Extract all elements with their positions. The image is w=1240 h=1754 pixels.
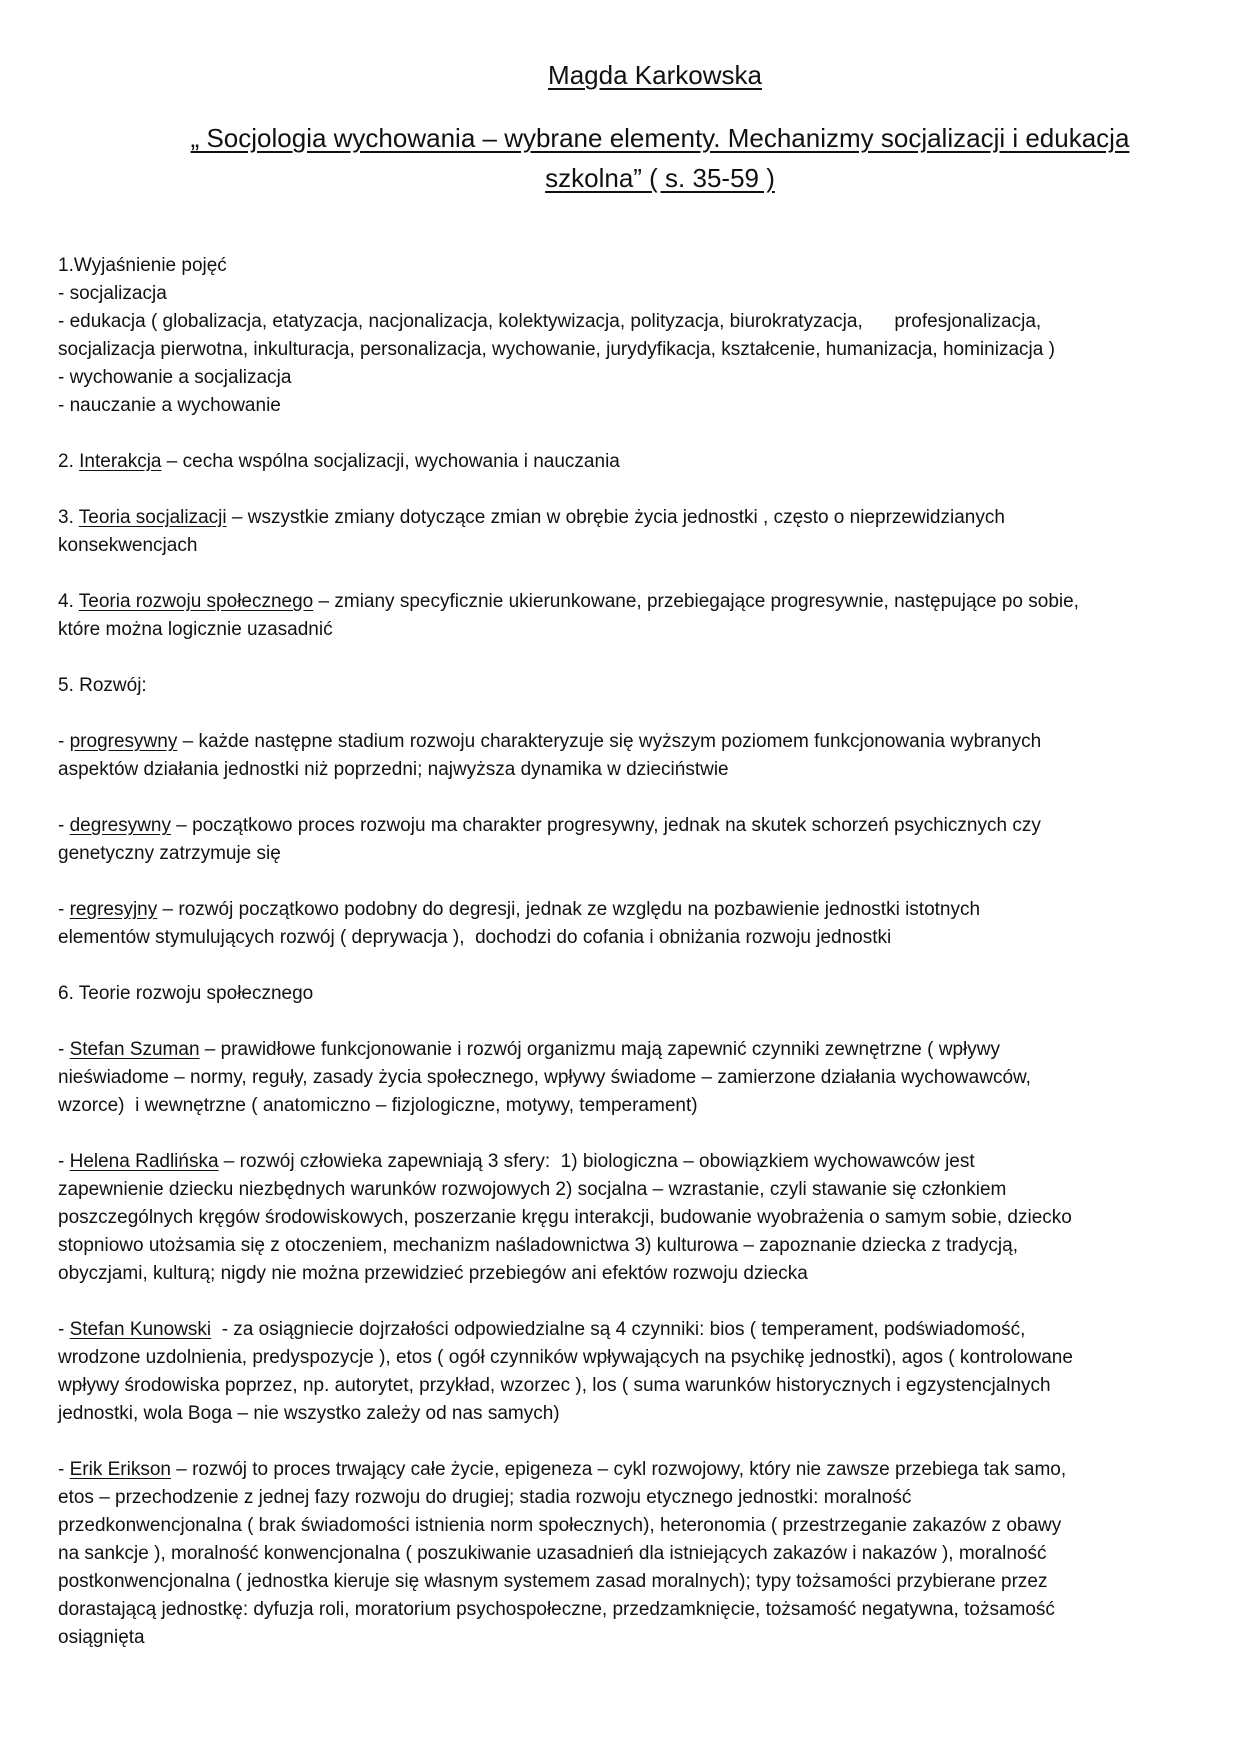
section-1-line: - nauczanie a wychowanie bbox=[58, 395, 281, 416]
theory-szuman-line: wzorce) i wewnętrzne ( anatomiczno – fizjologiczne, motywy, temperament) bbox=[58, 1095, 698, 1116]
theory-erikson: - Erik Erikson – rozwój to proces trwający całe życie, epigeneza – cykl rozwojowy, który nie zawsze przebiega tak samo, bbox=[58, 1459, 1067, 1480]
section-1-line: - socjalizacja bbox=[58, 283, 167, 304]
rozwoj-progresywny: - progresywny – każde następne stadium rozwoju charakteryzuje się wyższym poziomem funkcjonowania wybranych bbox=[58, 731, 1042, 752]
section-3: 3. Teoria socjalizacji – wszystkie zmiany dotyczące zmian w obrębie życia jednostki , często o nieprzewidzianych bbox=[58, 507, 1005, 528]
theory-erikson-line: postkonwencjonalna ( jednostka kieruje się własnym systemem zasad moralnych); typy tożsamości przybierane przez bbox=[58, 1571, 1048, 1592]
theory-kunowski-line: wrodzone uzdolnienia, predyspozycje ), etos ( ogół czynników wpływających na psychikę jednostki), agos ( kontrolowane bbox=[58, 1347, 1073, 1368]
term-helena-radlinska: Helena Radlińska bbox=[69, 1151, 219, 1172]
rozwoj-degresywny-line: genetyczny zatrzymuje się bbox=[58, 843, 281, 864]
theory-radlinska-line: poszczególnych kręgów środowiskowych, poszerzanie kręgu interakcji, budowanie wyobrażenia o samym sobie, dziecko bbox=[58, 1207, 1072, 1228]
term-teoria-rozwoju-spolecznego: Teoria rozwoju społecznego bbox=[78, 591, 314, 612]
theory-radlinska-line: zapewnienie dziecku niezbędnych warunków rozwojowych 2) socjalna – wzrastanie, czyli stawanie się członkiem bbox=[58, 1179, 1007, 1200]
theory-szuman-line: nieświadome – normy, reguły, zasady życia społecznego, wpływy świadome – zamierzone działania wychowawców, bbox=[58, 1067, 1031, 1088]
section-2: 2. Interakcja – cecha wspólna socjalizacji, wychowania i nauczania bbox=[58, 451, 620, 472]
theory-erikson-line: osiągnięta bbox=[58, 1627, 145, 1648]
section-1-line: - edukacja ( globalizacja, etatyzacja, nacjonalizacja, kolektywizacja, polityzacja, biurokratyzacja, profesjonalizacja, bbox=[58, 311, 1042, 332]
section-3-line: konsekwencjach bbox=[58, 535, 198, 556]
document-title: „ Socjologia wychowania – wybrane elementy. Mechanizmy socjalizacji i edukacja szkolna” ( s. 35-59 ) bbox=[190, 123, 1130, 193]
term-teoria-socjalizacji: Teoria socjalizacji bbox=[78, 507, 227, 528]
term-stefan-kunowski: Stefan Kunowski bbox=[69, 1319, 212, 1340]
term-erik-erikson: Erik Erikson bbox=[69, 1459, 171, 1480]
section-1-line: - wychowanie a socjalizacja bbox=[58, 367, 292, 388]
section-1-heading: 1.Wyjaśnienie pojęć bbox=[58, 255, 227, 276]
theory-erikson-line: przedkonwencjonalna ( brak świadomości istnienia norm społecznych), heteronomia ( przestrzeganie zakazów z obawy bbox=[58, 1515, 1062, 1536]
section-1-line: socjalizacja pierwotna, inkulturacja, personalizacja, wychowanie, jurydyfikacja, kształcenie, humanizacja, hominizacja ) bbox=[58, 339, 1055, 360]
rozwoj-regresyjny: - regresyjny – rozwój początkowo podobny do degresji, jednak ze względu na pozbawienie jednostki istotnych bbox=[58, 899, 981, 920]
theory-erikson-line: dorastającą jednostkę: dyfuzja roli, moratorium psychospołeczne, przedzamknięcie, tożsamość negatywna, tożsamość bbox=[58, 1599, 1055, 1620]
term-regresyjny: regresyjny bbox=[69, 899, 158, 920]
theory-radlinska-line: obyczjami, kulturą; nigdy nie można przewidzieć przebiegów ani efektów rozwoju dziecka bbox=[58, 1263, 808, 1284]
theory-szuman: - Stefan Szuman – prawidłowe funkcjonowanie i rozwój organizmu mają zapewnić czynniki zewnętrzne ( wpływy bbox=[58, 1039, 1000, 1060]
term-interakcja: Interakcja bbox=[79, 451, 162, 472]
section-4: 4. Teoria rozwoju społecznego – zmiany specyficznie ukierunkowane, przebiegające progresywnie, następujące po sobie, bbox=[58, 591, 1079, 612]
term-progresywny: progresywny bbox=[69, 731, 178, 752]
rozwoj-degresywny: - degresywny – początkowo proces rozwoju ma charakter progresywny, jednak na skutek schorzeń psychicznych czy bbox=[58, 815, 1041, 836]
theory-radlinska-line: stopniowo utożsamia się z otoczeniem, mechanizm naśladownictwa 3) kulturowa – zapoznanie dziecka z tradycją, bbox=[58, 1235, 1018, 1256]
rozwoj-progresywny-line: aspektów działania jednostki niż poprzedni; najwyższa dynamika w dzieciństwie bbox=[58, 759, 729, 780]
section-6-heading: 6. Teorie rozwoju społecznego bbox=[58, 983, 314, 1004]
rozwoj-regresyjny-line: elementów stymulujących rozwój ( deprywacja ), dochodzi do cofania i obniżania rozwoju jednostki bbox=[58, 927, 892, 948]
theory-kunowski-line: wpływy środowiska poprzez, np. autorytet, przykład, wzorzec ), los ( suma warunków historycznych i egzystencjalnych bbox=[58, 1375, 1051, 1396]
document-author: Magda Karkowska bbox=[548, 60, 762, 90]
section-5-heading: 5. Rozwój: bbox=[58, 675, 147, 696]
term-stefan-szuman: Stefan Szuman bbox=[69, 1039, 200, 1060]
term-degresywny: degresywny bbox=[69, 815, 171, 836]
theory-kunowski-line: jednostki, wola Boga – nie wszystko zależy od nas samych) bbox=[58, 1403, 560, 1424]
section-4-line: które można logicznie uzasadnić bbox=[58, 619, 333, 640]
theory-kunowski: - Stefan Kunowski - za osiągniecie dojrzałości odpowiedzialne są 4 czynniki: bios ( temperament, podświadomość, bbox=[58, 1319, 1026, 1340]
theory-radlinska: - Helena Radlińska – rozwój człowieka zapewniają 3 sfery: 1) biologiczna – obowiązkiem wychowawców jest bbox=[58, 1151, 975, 1172]
theory-erikson-line: na sankcje ), moralność konwencjonalna ( poszukiwanie uzasadnień dla istniejących zakazów i nakazów ), moralność bbox=[58, 1543, 1047, 1564]
theory-erikson-line: etos – przechodzenie z jednej fazy rozwoju do drugiej; stadia rozwoju etycznego jednostki: moralność bbox=[58, 1487, 912, 1508]
document-body bbox=[58, 252, 1188, 1652]
